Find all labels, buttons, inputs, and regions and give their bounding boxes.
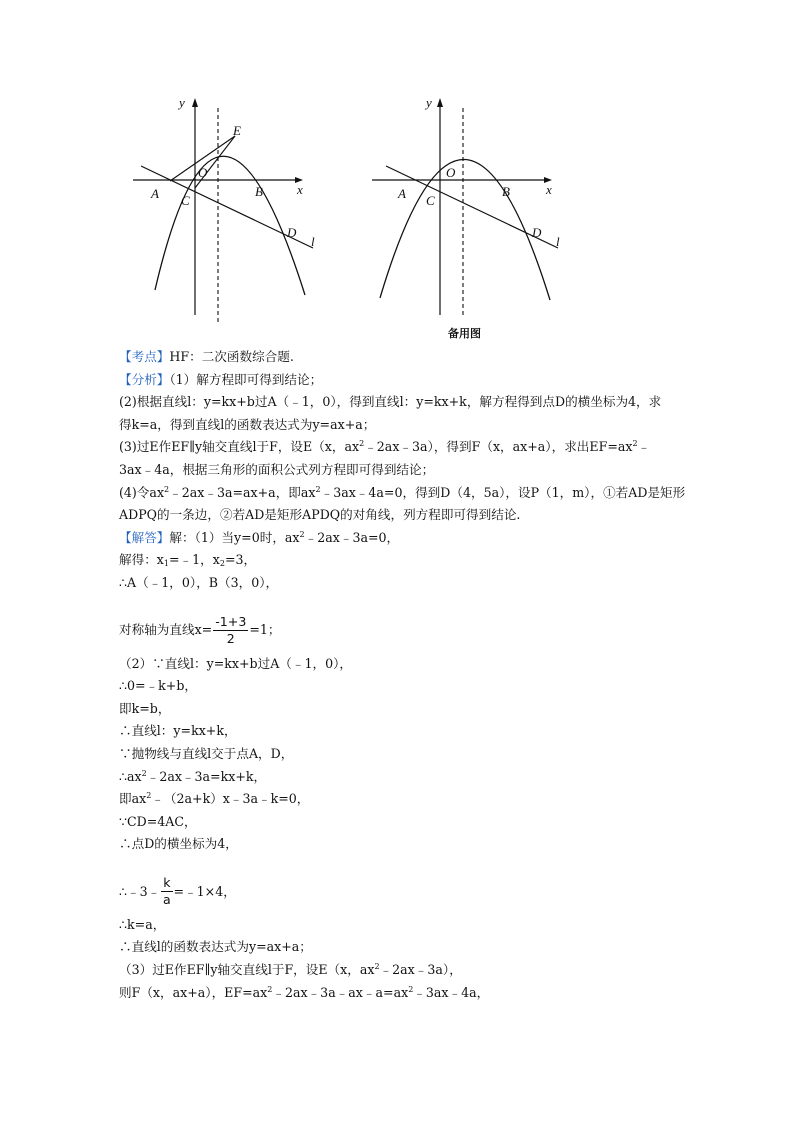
- spacer: [119, 595, 679, 609]
- figure-caption: 备用图: [448, 327, 481, 340]
- text-line: (2)根据直线l：y=kx+b过A（﹣1，0），得到直线l：y=kx+k，解方程得到点D的横坐标为4，求: [119, 394, 662, 410]
- text-span: 解得：x: [119, 552, 164, 568]
- text-span: ﹣2ax﹣3a），得到F（x，ax+a），求出EF=ax: [364, 439, 633, 455]
- text-line: [119, 982, 679, 1005]
- label-x: x: [297, 182, 303, 197]
- text-line: 3ax﹣4a，根据三角形的面积公式列方程即可得到结论；: [119, 461, 435, 477]
- spacer: [119, 856, 679, 870]
- superscript: 2: [632, 439, 638, 449]
- label-a: A: [151, 186, 159, 201]
- text-span: ﹣2ax﹣3a﹣ax﹣a=ax: [272, 984, 409, 1000]
- text-line: ADPQ的一条边，②若AD是矩形APDQ的对角线，列方程即可得到结论.: [119, 507, 521, 523]
- text-span: ﹣2ax﹣3a），: [379, 962, 462, 978]
- superscript: 2: [267, 984, 273, 994]
- fraction-denominator: 2: [226, 631, 235, 647]
- text-line: ∴点D的横坐标为4，: [119, 836, 238, 852]
- text-line: ∵CD=4AC，: [119, 813, 197, 829]
- text-span: (4)令ax: [119, 484, 165, 500]
- text-line: [119, 549, 679, 572]
- label-c: C: [426, 193, 435, 208]
- fraction-denominator: a: [163, 892, 171, 908]
- text-line: [119, 959, 679, 982]
- subscript: 2: [219, 559, 225, 569]
- text-line: ∵抛物线与直线l交于点A，D，: [119, 745, 294, 761]
- text-span: ﹣2ax﹣3a=kx+k，: [146, 768, 267, 784]
- text-span: (3)过E作EF∥y轴交直线l于F，设E（x，ax: [119, 439, 360, 455]
- superscript: 2: [359, 439, 365, 449]
- superscript: 2: [141, 768, 147, 778]
- text-line: （2）∵直线l：y=kx+b过A（﹣1，0），: [119, 655, 352, 671]
- text-span: =﹣1×4，: [173, 883, 236, 899]
- label-b: B: [255, 184, 263, 199]
- text-span: ﹣2ax﹣3a=0，: [304, 529, 400, 545]
- text-span: ﹣（2a+k）x﹣3a﹣k=0，: [151, 791, 310, 807]
- y-axis-arrow: [437, 98, 443, 107]
- superscript: 2: [408, 984, 414, 994]
- text-span: 解：（1）当y=0时，ax: [169, 529, 300, 545]
- tag-kaodian: 【考点】: [119, 349, 170, 364]
- superscript: 2: [374, 962, 380, 972]
- text-span: 对称轴为直线x=: [119, 622, 213, 638]
- superscript: 2: [299, 529, 305, 539]
- text-span: ﹣3ax﹣4a=0，得到D（4，5a），设P（1，m），①若AD是矩形: [320, 484, 686, 500]
- fraction: [213, 614, 248, 647]
- text-span: ∴ax: [119, 768, 142, 784]
- text-span: ﹣: [637, 439, 651, 455]
- y-axis-arrow: [192, 98, 198, 107]
- text-line: [119, 788, 679, 811]
- text-line: [119, 346, 679, 369]
- text-line: [119, 527, 679, 550]
- figure-right: [368, 90, 568, 342]
- label-e: E: [233, 123, 241, 138]
- text-line: [119, 482, 686, 505]
- label-l: l: [556, 234, 560, 249]
- superscript: 2: [164, 484, 170, 494]
- text-span: （1）解方程即可得到结论；: [169, 371, 323, 387]
- tag-fenxi: 【分析】: [119, 371, 170, 387]
- text-span: =﹣1，x: [168, 552, 220, 568]
- text-line: [119, 609, 679, 653]
- fraction-numerator: k: [163, 875, 171, 891]
- parabola: [155, 156, 305, 295]
- text-span: ∴﹣3﹣: [119, 883, 161, 899]
- fraction-numerator: -1+3: [215, 614, 247, 630]
- label-l: l: [311, 234, 315, 249]
- superscript: 2: [315, 484, 321, 494]
- text-span: 则F（x，ax+a），EF=ax: [119, 984, 268, 1000]
- text-span: （3）过E作EF∥y轴交直线l于F，设E（x，ax: [119, 962, 375, 978]
- text-line: [119, 766, 679, 789]
- label-a: A: [398, 186, 406, 201]
- label-o: O: [198, 165, 208, 180]
- superscript: 2: [146, 791, 152, 801]
- label-x: x: [546, 182, 552, 197]
- label-y: y: [426, 95, 432, 110]
- label-y: y: [179, 95, 185, 110]
- figure-left: [125, 90, 325, 342]
- text-span: ﹣3ax﹣4a，: [413, 984, 490, 1000]
- text-line: 即k=b，: [119, 700, 171, 716]
- text-line: [119, 436, 679, 459]
- text-line: ∴直线l的函数表达式为y=ax+a；: [119, 939, 312, 955]
- text-span: =3，: [224, 552, 257, 568]
- text-line: [119, 870, 679, 914]
- text-span: =1；: [249, 622, 281, 638]
- label-c: C: [181, 193, 190, 208]
- tag-jieda: 【解答】: [119, 529, 170, 545]
- text-line: ∴0=﹣k+b，: [119, 678, 198, 694]
- label-d: D: [532, 225, 542, 240]
- subscript: 1: [163, 559, 169, 569]
- text-line: ∴k=a，: [119, 916, 166, 932]
- text-span: 即ax: [119, 791, 147, 807]
- text-span: HF：二次函数综合题.: [169, 349, 294, 364]
- label-d: D: [287, 225, 297, 240]
- solution-text: [119, 346, 686, 1004]
- label-b: B: [502, 184, 510, 199]
- text-line: ∴直线l：y=kx+k，: [119, 723, 237, 739]
- fraction: [161, 875, 172, 908]
- label-o: O: [446, 165, 456, 180]
- text-line: 得k=a，得到直线l的函数表达式为y=ax+a；: [119, 416, 376, 432]
- text-line: ∴A（﹣1，0），B（3，0），: [119, 574, 279, 590]
- text-span: ﹣2ax﹣3a=ax+a，即ax: [169, 484, 316, 500]
- text-line: [119, 369, 679, 392]
